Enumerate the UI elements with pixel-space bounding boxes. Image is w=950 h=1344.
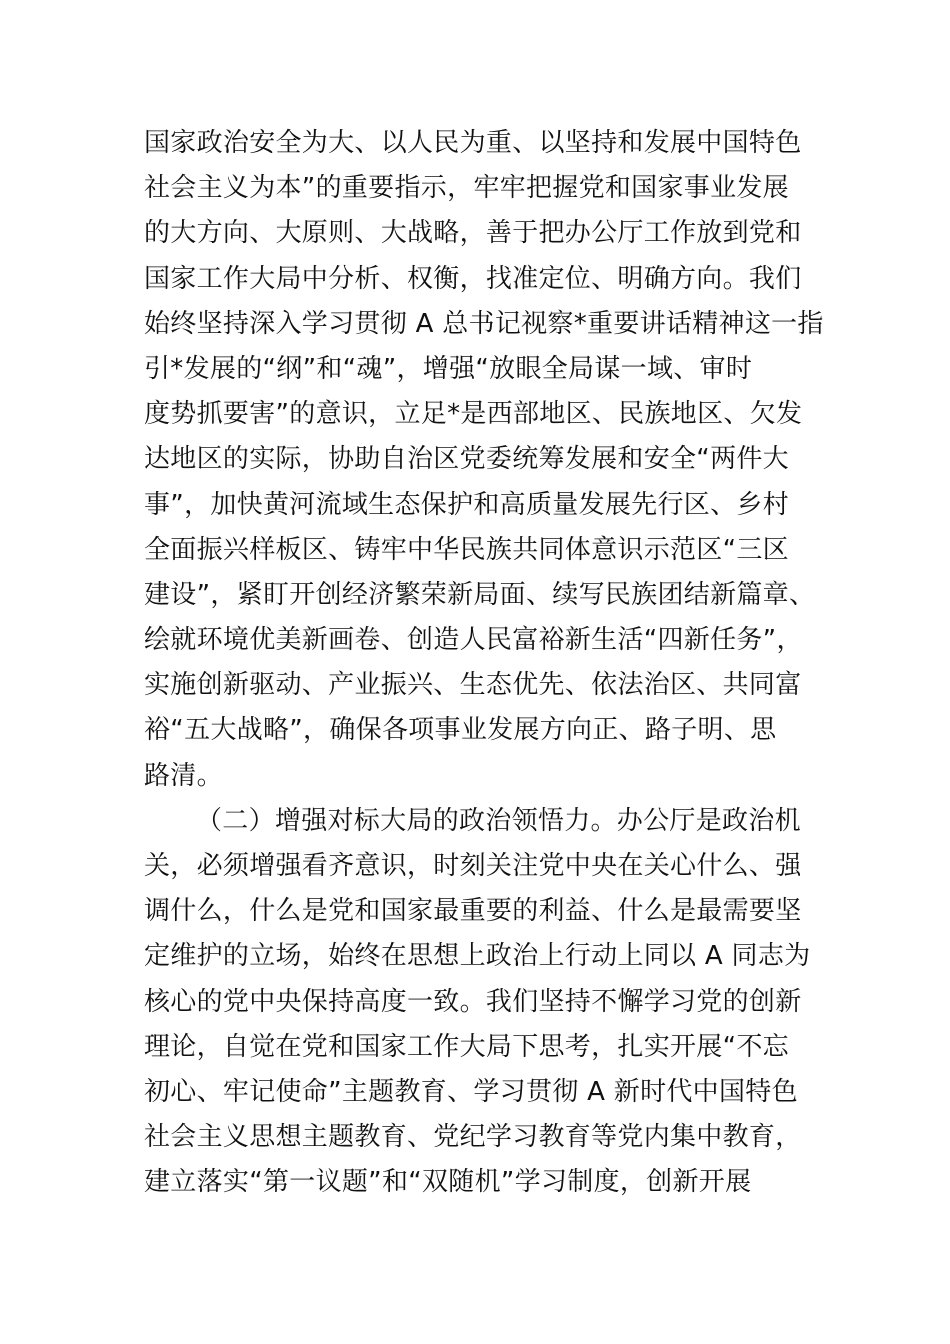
text-line: 国家工作大局中分析、权衡，找准定位、明确方向。我们: [144, 263, 802, 294]
text-line: 全面振兴样板区、铸牢中华民族共同体意识示范区“三区: [144, 534, 789, 565]
text-line: 社会主义思想主题教育、党纪学习教育等党内集中教育，: [144, 1122, 802, 1153]
text-line: 理论，自觉在党和国家工作大局下思考，扎实开展“不忘: [144, 1031, 789, 1062]
text-line: 始终坚持深入学习贯彻 A 总书记视察*重要讲话精神这一指: [144, 308, 824, 339]
text-line: 实施创新驱动、产业振兴、生态优先、依法治区、共同富: [144, 670, 802, 701]
text-line: 初心、牢记使命”主题教育、学习贯彻 A 新时代中国特色: [144, 1076, 798, 1107]
text-line: 建设”，紧盯开创经济繁荣新局面、续写民族团结新篇章、: [144, 579, 816, 610]
section-heading-line: （二）增强对标大局的政治领悟力。办公厅是政治机: [196, 805, 801, 836]
text-line: 达地区的实际，协助自治区党委统筹发展和安全“两件大: [144, 444, 789, 475]
text-line: 关，必须增强看齐意识，时刻关注党中央在关心什么、强: [144, 851, 802, 881]
text-line: 国家政治安全为大、以人民为重、以坚持和发展中国特色: [144, 128, 802, 158]
text-line: 裕“五大战略”，确保各项事业发展方向正、路子明、思: [144, 715, 777, 746]
text-line: 事”，加快黄河流域生态保护和高质量发展先行区、乡村: [144, 489, 789, 520]
text-line: 的大方向、大原则、大战略，善于把办公厅工作放到党和: [144, 218, 802, 249]
text-line: 调什么，什么是党和国家最重要的利益、什么是最需要坚: [144, 896, 802, 927]
document-body: [144, 121, 824, 1206]
text-line: 度势抓要害”的意识，立足*是西部地区、民族地区、欠发: [144, 399, 803, 430]
text-line: 引*发展的“纲”和“魂”，增强“放眼全局谋一域、审时: [144, 353, 753, 384]
text-line: 建立落实“第一议题”和“双随机”学习制度，创新开展: [144, 1167, 752, 1198]
text-line: 社会主义为本”的重要指示，牢牢把握党和国家事业发展: [144, 173, 789, 204]
text-line: 路清。: [144, 760, 223, 791]
text-line: 核心的党中央保持高度一致。我们坚持不懈学习党的创新: [144, 986, 802, 1017]
text-line: 绘就环境优美新画卷、创造人民富裕新生活“四新任务”，: [144, 625, 803, 656]
text-line: 定维护的立场，始终在思想上政治上行动上同以 A 同志为: [144, 941, 811, 972]
